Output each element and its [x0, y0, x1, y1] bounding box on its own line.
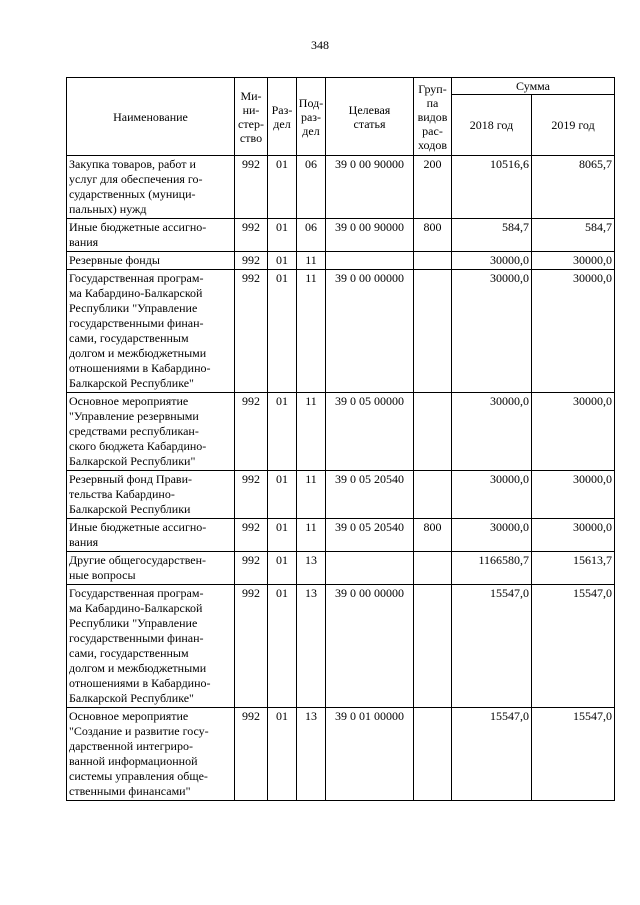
cell-subsection: 13 — [297, 585, 326, 708]
cell-2018: 30000,0 — [452, 252, 532, 270]
cell-2019: 30000,0 — [532, 252, 615, 270]
cell-subsection: 11 — [297, 519, 326, 552]
cell-2019: 584,7 — [532, 219, 615, 252]
cell-subsection: 11 — [297, 252, 326, 270]
cell-name: Государственная програм- ма Кабардино-Балкарской Республики "Управление государственными финан- сами, государственным долгом и межбюджетными отношениями в Кабардино- Балкарской Республике" — [67, 585, 235, 708]
cell-target: 39 0 01 00000 — [326, 708, 414, 801]
header-section: Раз- дел — [268, 78, 297, 156]
cell-target — [326, 252, 414, 270]
cell-target — [326, 552, 414, 585]
cell-2019: 8065,7 — [532, 156, 615, 219]
cell-subsection: 06 — [297, 219, 326, 252]
table-row — [67, 552, 615, 585]
cell-ministry: 992 — [235, 270, 268, 393]
table-row — [67, 708, 615, 801]
cell-name: Основное мероприятие "Создание и развитие госу- дарственной интегриро- ванной информационной системы управления обще- ственными финансами" — [67, 708, 235, 801]
cell-subsection: 13 — [297, 552, 326, 585]
table-row — [67, 219, 615, 252]
cell-subsection: 13 — [297, 708, 326, 801]
cell-section: 01 — [268, 708, 297, 801]
cell-name: Иные бюджетные ассигно- вания — [67, 219, 235, 252]
cell-section: 01 — [268, 252, 297, 270]
cell-2018: 30000,0 — [452, 519, 532, 552]
cell-2018: 30000,0 — [452, 393, 532, 471]
table-row — [67, 585, 615, 708]
cell-ministry: 992 — [235, 252, 268, 270]
cell-name: Закупка товаров, работ и услуг для обеспечения го- сударственных (муници- пальных) нужд — [67, 156, 235, 219]
page-number: 348 — [311, 38, 329, 52]
cell-group — [414, 393, 452, 471]
cell-group — [414, 252, 452, 270]
budget-table — [66, 77, 615, 801]
cell-section: 01 — [268, 552, 297, 585]
cell-target: 39 0 05 20540 — [326, 519, 414, 552]
cell-2018: 30000,0 — [452, 471, 532, 519]
cell-target: 39 0 05 00000 — [326, 393, 414, 471]
header-target: Целевая статья — [326, 78, 414, 156]
cell-group — [414, 270, 452, 393]
cell-2019: 30000,0 — [532, 270, 615, 393]
cell-target: 39 0 00 00000 — [326, 585, 414, 708]
table-row — [67, 519, 615, 552]
cell-group: 800 — [414, 519, 452, 552]
cell-group — [414, 708, 452, 801]
cell-ministry: 992 — [235, 708, 268, 801]
cell-name: Резервный фонд Прави- тельства Кабардино- Балкарской Республики — [67, 471, 235, 519]
header-subsection: Под- раз- дел — [297, 78, 326, 156]
header-name: Наименование — [67, 78, 235, 156]
table-row — [67, 393, 615, 471]
cell-2018: 10516,6 — [452, 156, 532, 219]
cell-2018: 584,7 — [452, 219, 532, 252]
cell-subsection: 11 — [297, 471, 326, 519]
cell-name: Основное мероприятие "Управление резервными средствами республикан- ского бюджета Кабардино- Балкарской Республики" — [67, 393, 235, 471]
cell-section: 01 — [268, 519, 297, 552]
cell-ministry: 992 — [235, 585, 268, 708]
cell-2019: 15613,7 — [532, 552, 615, 585]
cell-ministry: 992 — [235, 393, 268, 471]
cell-target: 39 0 00 90000 — [326, 156, 414, 219]
cell-2018: 30000,0 — [452, 270, 532, 393]
cell-2018: 15547,0 — [452, 708, 532, 801]
header-2019: 2019 год — [532, 95, 615, 156]
cell-section: 01 — [268, 270, 297, 393]
header-group: Груп- па видов рас- ходов — [414, 78, 452, 156]
cell-section: 01 — [268, 156, 297, 219]
cell-section: 01 — [268, 471, 297, 519]
cell-ministry: 992 — [235, 156, 268, 219]
cell-2019: 15547,0 — [532, 708, 615, 801]
cell-2019: 30000,0 — [532, 471, 615, 519]
cell-2019: 30000,0 — [532, 393, 615, 471]
cell-group: 200 — [414, 156, 452, 219]
cell-target: 39 0 00 00000 — [326, 270, 414, 393]
table-row — [67, 156, 615, 219]
cell-subsection: 11 — [297, 393, 326, 471]
cell-section: 01 — [268, 219, 297, 252]
cell-target: 39 0 05 20540 — [326, 471, 414, 519]
cell-2018: 15547,0 — [452, 585, 532, 708]
cell-group: 800 — [414, 219, 452, 252]
table-row — [67, 471, 615, 519]
cell-group — [414, 552, 452, 585]
header-2018: 2018 год — [452, 95, 532, 156]
cell-2018: 1166580,7 — [452, 552, 532, 585]
cell-name: Иные бюджетные ассигно- вания — [67, 519, 235, 552]
cell-section: 01 — [268, 393, 297, 471]
cell-subsection: 06 — [297, 156, 326, 219]
cell-name: Государственная програм- ма Кабардино-Балкарской Республики "Управление государственными финан- сами, государственным долгом и межбюджетными отношениями в Кабардино- Балкарской Республике" — [67, 270, 235, 393]
table-row — [67, 252, 615, 270]
cell-ministry: 992 — [235, 519, 268, 552]
cell-target: 39 0 00 90000 — [326, 219, 414, 252]
cell-2019: 30000,0 — [532, 519, 615, 552]
cell-name: Другие общегосударствен- ные вопросы — [67, 552, 235, 585]
cell-group — [414, 471, 452, 519]
cell-section: 01 — [268, 585, 297, 708]
header-ministry: Ми- ни- стер- ство — [235, 78, 268, 156]
cell-name: Резервные фонды — [67, 252, 235, 270]
table-row — [67, 270, 615, 393]
cell-ministry: 992 — [235, 471, 268, 519]
cell-group — [414, 585, 452, 708]
cell-subsection: 11 — [297, 270, 326, 393]
cell-ministry: 992 — [235, 552, 268, 585]
cell-ministry: 992 — [235, 219, 268, 252]
cell-2019: 15547,0 — [532, 585, 615, 708]
header-sum: Сумма — [452, 78, 615, 95]
